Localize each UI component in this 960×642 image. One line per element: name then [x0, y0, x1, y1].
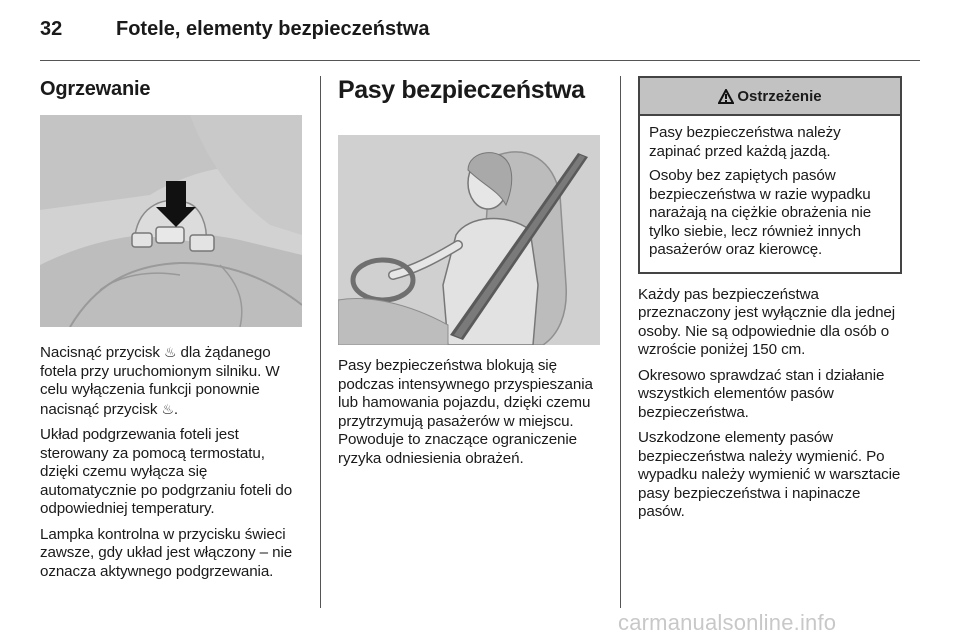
page-title: Fotele, elementy bezpieczeństwa — [116, 18, 430, 40]
warning-header — [640, 78, 900, 116]
heating-paragraph-1 — [40, 343, 302, 419]
page-header — [40, 18, 920, 54]
column-divider-1 — [320, 76, 321, 608]
seat-heating-illustration — [40, 115, 302, 327]
heating-paragraph-3: Lampka kontrolna w przycisku świeci zawsze, gdy układ jest włączony – nie oznacza aktywnego podgrzewania. — [40, 525, 293, 580]
seat-heater-icon-2: ♨ — [161, 400, 174, 417]
warning-triangle-icon — [718, 89, 734, 104]
column-heating — [40, 76, 302, 588]
page-number: 32 — [40, 18, 63, 40]
seatbelts-paragraph-1: Pasy bezpieczeństwa blokują się podczas intensywnego przyspieszania lub hamowania pojazdu, dzięki czemu przytrzymują pasażerów w miejscu. Powoduje to znaczące ograniczenie ryzyka odniesienia obrażeń. — [338, 357, 593, 467]
seatbelt-drawing — [338, 135, 600, 345]
column-divider-2 — [620, 76, 621, 608]
column-seatbelts — [338, 76, 600, 475]
seatbelts-heading: Pasy bezpieczeństwa — [338, 76, 585, 104]
column-warning — [638, 76, 902, 529]
heating-paragraph-2: Układ podgrzewania foteli jest sterowany za pomocą termostatu, dzięki czemu wyłącza się automatycznie po podgrzaniu foteli do odpowiedniej temperatury. — [40, 426, 293, 517]
col3-paragraph-1: Każdy pas bezpieczeństwa przeznaczony jest wyłącznie dla jednej osoby. Nie są odpowiednie dla osób o wzroście poniżej 150 cm. — [638, 285, 896, 358]
seat-heating-drawing — [40, 115, 302, 327]
warning-title: Ostrzeżenie — [737, 87, 822, 105]
warning-box — [638, 76, 902, 274]
warning-body — [640, 116, 900, 272]
warning-paragraph-2: Osoby bez zapiętych pasów bezpieczeństwa w razie wypadku narażają na ciężkie obrażenia nie tylko siebie, lecz również innych pasażerów oraz kierowcę. — [649, 167, 872, 258]
header-divider — [40, 60, 920, 61]
watermark: carmanualsonline.info — [618, 610, 837, 635]
seat-heater-icon: ♨ — [163, 344, 177, 360]
heating-heading: Ogrzewanie — [40, 78, 151, 100]
heating-p1-part-b: dla żądanego fotela przy uruchomionym silniku. W celu wyłączenia funkcji ponownie nacisnąć przycisk — [40, 344, 280, 418]
heating-p1-part-c: . — [173, 400, 179, 418]
seatbelt-driver-illustration — [338, 135, 600, 345]
heating-p1-part-a: Nacisnąć przycisk — [40, 344, 160, 361]
warning-paragraph-1: Pasy bezpieczeństwa należy zapinać przed każdą jazdą. — [649, 124, 841, 160]
col3-paragraph-3: Uszkodzone elementy pasów bezpieczeństwa należy wymienić. Po wypadku należy wymienić w warsztacie pasy bezpieczeństwa i napinacze pasów. — [638, 429, 901, 520]
col3-paragraph-2: Okresowo sprawdzać stan i działanie wszystkich elementów pasów bezpieczeństwa. — [638, 366, 885, 421]
